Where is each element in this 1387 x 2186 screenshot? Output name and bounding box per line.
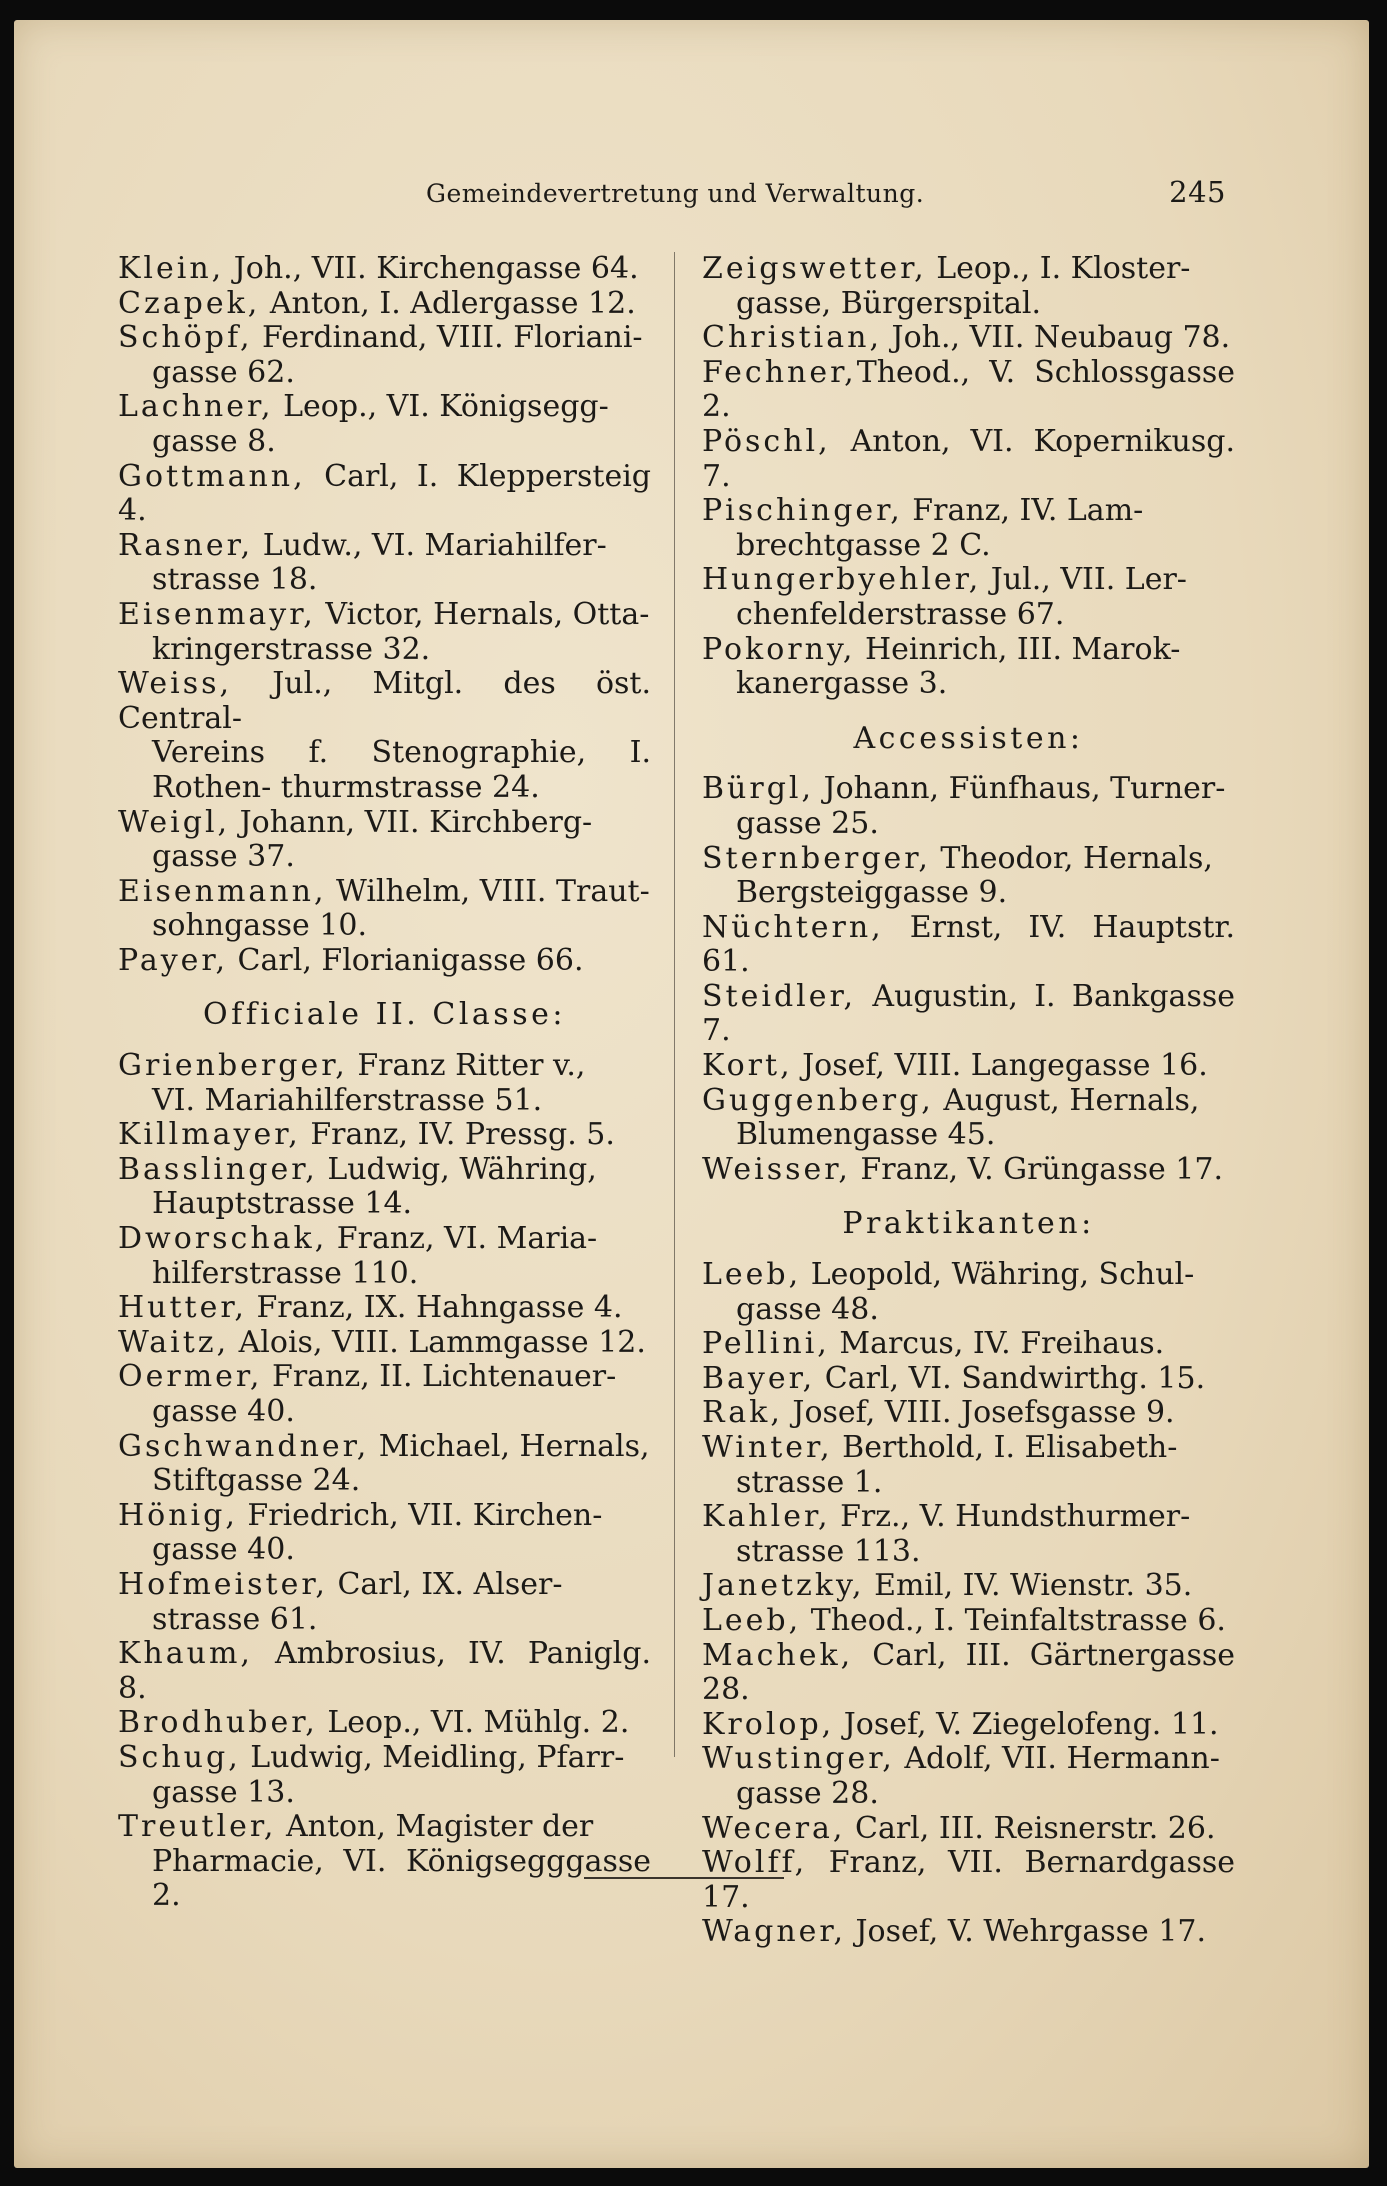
entry-continuation: gasse 40. [152,1532,295,1568]
directory-entry [702,1153,1235,1188]
directory-entry [702,1742,1235,1811]
entry-details: Anton, Magister der [276,1809,594,1845]
entry-details: Leop., VI. Königsegg- [273,389,609,425]
directory-entry [702,1431,1235,1500]
entry-surname: Kahler, [702,1499,831,1535]
footer-rule [584,1877,784,1879]
entry-details: Carl, VI. Sandwirthg. 15. [815,1360,1206,1396]
directory-entry [702,772,1235,841]
entry-list [702,252,1235,702]
entry-surname: Rasner, [118,527,254,563]
directory-entry [118,1326,651,1361]
entry-details: Franz, IV. Pressg. 5. [300,1117,615,1153]
section-heading-accessisten: Accessisten: [853,720,1084,756]
entry-continuation: strasse 1. [736,1464,883,1500]
entry-surname: Guggenberg, [702,1082,934,1118]
entry-continuation: gasse 8. [152,423,276,459]
entry-list [702,772,1235,1187]
entry-surname: Dworschak, [118,1221,328,1257]
right-column [702,252,1235,1950]
entry-continuation: brechtgasse 2 C. [736,527,991,563]
entry-details: Friedrich, VII. Kirchen- [237,1497,603,1533]
directory-entry [702,425,1235,494]
entry-details: Alois, VIII. Lammgasse 12. [229,1324,646,1360]
entry-details: Joh., VII. Kirchengasse 64. [224,251,639,286]
entry-details: Josef, V. Wehrgasse 17. [845,1914,1207,1950]
directory-entry [118,1291,651,1326]
entry-details: Anton, I. Adlergasse 12. [260,285,636,321]
entry-details: Leopold, Währing, Schul- [801,1257,1195,1293]
directory-entry [118,1706,651,1741]
entry-details: Theodor, Hernals, [930,840,1213,876]
directory-entry [118,460,651,529]
entry-continuation: Pharmacie, VI. Königsegggasse 2. [152,1843,651,1914]
entry-surname: Schöpf, [118,320,253,356]
directory-entry [118,875,651,944]
entry-details: Wilhelm, VIII. Traut- [326,873,650,909]
entry-continuation: strasse 61. [152,1601,318,1637]
entry-continuation: strasse 113. [736,1533,921,1569]
entry-surname: Payer, [118,942,229,978]
entry-surname: Eisenmann, [118,873,327,909]
entry-continuation: Bergsteiggasse 9. [736,875,1008,911]
directory-entry [118,287,651,322]
entry-details: Theod., V. Schlossgasse 2. [702,354,1235,425]
directory-entry [702,1327,1235,1362]
entry-continuation: gasse 48. [736,1291,879,1327]
entry-surname: Nüchtern, [702,909,884,945]
directory-entry [118,944,651,979]
column-divider [674,252,675,1757]
directory-entry [118,1568,651,1637]
entry-surname: Wolff, [702,1845,808,1881]
entry-surname: Bürgl, [702,771,815,807]
entry-details: Anton, VI. Kopernikusg. 7. [702,423,1235,494]
directory-entry [118,1153,651,1222]
entry-surname: Czapek, [118,285,261,321]
entry-details: Josef, VIII. Langegasse 16. [792,1048,1208,1084]
directory-entry [702,563,1235,632]
entry-continuation: Hauptstrasse 14. [152,1186,413,1222]
entry-surname: Brodhuber, [118,1705,318,1741]
directory-entry [702,1708,1235,1743]
entry-surname: Rak, [702,1395,783,1431]
directory-entry [702,980,1235,1049]
page-number: 245 [1169,175,1226,209]
entry-surname: Eisenmayr, [118,596,316,632]
directory-entry [118,1637,651,1706]
entry-details: Augustin, I. Bankgasse 7. [702,978,1235,1049]
entry-details: Marcus, IV. Freihaus. [829,1326,1165,1362]
directory-entry [118,667,651,805]
entry-surname: Pischinger, [702,493,903,529]
entry-details: Carl, III. Gärtnergasse 28. [702,1637,1235,1708]
entry-details: Franz, IV. Lam- [902,493,1144,529]
section-heading-officiale: Officiale II. Classe: [203,997,566,1033]
entry-details: Carl, III. Reisnerstr. 26. [845,1810,1216,1846]
entry-surname: Pokorny, [702,631,856,667]
directory-entry [702,321,1235,356]
entry-surname: Machek, [702,1637,854,1673]
directory-entry [702,911,1235,980]
directory-entry [702,252,1235,321]
directory-entry [702,1846,1235,1915]
directory-entry [118,1741,651,1810]
entry-continuation: gasse 62. [152,354,295,390]
entry-surname: Leeb, [702,1257,802,1293]
directory-entry [702,356,1235,425]
entry-continuation: kringerstrasse 32. [152,631,431,667]
entry-surname: Grienberger, [118,1048,348,1084]
entry-details: Johann, Fünfhaus, Turner- [814,771,1226,807]
directory-entry [702,1362,1235,1397]
entry-continuation: sohngasse 10. [152,908,367,944]
entry-surname: Bayer, [702,1360,816,1396]
entry-surname: Steidler, [702,978,857,1014]
entry-details: August, Hernals, [933,1082,1200,1118]
entry-details: Josef, V. Ziegelofeng. 11. [834,1706,1219,1742]
directory-entry [702,1569,1235,1604]
directory-entry [118,1049,651,1118]
entry-surname: Hutter, [118,1290,247,1326]
entry-surname: Christian, [702,320,882,356]
entry-details: Franz, VI. Maria- [327,1221,598,1257]
entry-details: Leop., VI. Mühlg. 2. [317,1705,630,1741]
directory-entry [702,1258,1235,1327]
entry-surname: Wecera, [702,1810,846,1846]
entry-details: Victor, Hernals, Otta- [315,596,650,632]
directory-entry [118,1810,651,1914]
entry-details: Ludwig, Währing, [317,1151,597,1187]
entry-surname: Oermer, [118,1359,263,1395]
entry-details: Ludw., VI. Mariahilfer- [253,527,607,563]
entry-surname: Kort, [702,1048,793,1084]
entry-surname: Treutler, [118,1809,277,1845]
directory-entry [118,1499,651,1568]
entry-surname: Wagner, [702,1914,846,1950]
entry-surname: Gschwandner, [118,1428,370,1464]
entry-surname: Fechner, [702,354,857,390]
entry-surname: Killmayer, [118,1117,301,1153]
directory-entry [702,842,1235,911]
directory-entry [118,1430,651,1499]
directory-entry [702,1500,1235,1569]
entry-continuation: kanergasse 3. [736,666,948,702]
entry-details: Carl, I. Kleppersteig 4. [118,458,651,529]
left-column [118,252,651,1914]
directory-entry [118,598,651,667]
directory-entry [118,321,651,390]
directory-entry [118,1118,651,1153]
directory-entry [702,633,1235,702]
page-header [426,175,1226,209]
entry-surname: Pöschl, [702,423,831,459]
directory-entry [702,1396,1235,1431]
entry-details: Franz, V. Grüngasse 17. [850,1151,1223,1187]
entry-surname: Weigl, [118,804,231,840]
document-page [14,20,1369,2168]
entry-surname: Waitz, [118,1324,230,1360]
entry-details: Heinrich, III. Marok- [855,631,1181,667]
entry-continuation: chenfelderstrasse 67. [736,596,1065,632]
entry-continuation: gasse, Bürgerspital. [736,285,1041,321]
entry-surname: Pellini, [702,1326,830,1362]
entry-continuation: Blumengasse 45. [736,1117,996,1153]
entry-continuation: gasse 13. [152,1774,295,1810]
entry-details: Joh., VII. Neubaug 78. [882,320,1231,356]
directory-entry [702,1084,1235,1153]
entry-continuation: hilferstrasse 110. [152,1255,419,1291]
directory-entry [118,529,651,598]
entry-surname: Janetzky, [702,1568,865,1604]
entry-details: Ernst, IV. Hauptstr. 61. [702,909,1235,980]
entry-details: Carl, IX. Alser- [327,1566,563,1602]
entry-details: Leop., I. Kloster- [926,251,1191,286]
entry-details: Franz Ritter v., [347,1048,586,1084]
entry-continuation: gasse 40. [152,1394,295,1429]
entry-surname: Hungerbyehler, [702,562,982,598]
entry-list [702,1258,1235,1950]
entry-details: Ferdinand, VIII. Floriani- [252,320,643,356]
directory-entry [118,390,651,459]
directory-entry [702,1639,1235,1708]
entry-details: Ambrosius, IV. Paniglg. 8. [118,1636,651,1706]
entry-details: Ludwig, Meidling, Pfarr- [240,1739,625,1775]
entry-continuation: gasse 37. [152,839,295,875]
entry-details: Josef, VIII. Josefsgasse 9. [782,1395,1175,1431]
directory-entry [702,1812,1235,1847]
directory-entry [702,1604,1235,1639]
directory-entry [702,494,1235,563]
entry-surname: Khaum, [118,1636,253,1672]
entry-surname: Klein, [118,251,225,286]
entry-surname: Weiss, [118,666,233,702]
directory-entry [118,1222,651,1291]
entry-details: Franz, II. Lichtenauer- [262,1359,617,1395]
entry-continuation: VI. Mariahilferstrasse 51. [152,1082,543,1118]
entry-surname: Winter, [702,1430,833,1465]
entry-details: Adolf, VII. Hermann- [894,1741,1220,1777]
entry-surname: Basslinger, [118,1151,318,1187]
directory-entry [118,806,651,875]
entry-surname: Weisser, [702,1151,851,1187]
entry-details: Johann, VII. Kirchberg- [230,804,593,840]
entry-surname: Lachner, [118,389,274,425]
entry-details: Emil, IV. Wienstr. 35. [864,1568,1193,1604]
directory-entry [118,252,651,287]
entry-details: Frz., V. Hundsthurmer- [830,1499,1191,1535]
entry-surname: Hofmeister, [118,1566,328,1602]
entry-list [118,1049,651,1914]
directory-entry [702,1049,1235,1084]
entry-continuation: gasse 25. [736,805,879,841]
entry-surname: Wustinger, [702,1741,895,1777]
entry-details: Berthold, I. Elisabeth- [832,1430,1178,1465]
entry-details: Jul., Mitgl. des öst. Central- [118,666,651,736]
entry-details: Theod., I. Teinfaltstrasse 6. [801,1602,1226,1638]
entry-continuation: gasse 28. [736,1775,879,1811]
entry-details: Michael, Hernals, [369,1428,650,1464]
entry-surname: Leeb, [702,1602,802,1638]
entry-list [118,252,651,978]
section-heading-praktikanten: Praktikanten: [842,1206,1095,1242]
entry-surname: Gottmann, [118,458,306,494]
entry-continuation: Stiftgasse 24. [152,1463,361,1499]
directory-entry [702,1915,1235,1950]
entry-continuation: Vereins f. Stenographie, I. Rothen- thurmstrasse 24. [152,735,651,805]
directory-entry [118,1360,651,1429]
entry-details: Carl, Florianigasse 66. [228,942,584,978]
entry-continuation: strasse 18. [152,562,318,598]
entry-surname: Zeigswetter, [702,251,927,286]
running-title: Gemeindevertretung und Verwaltung. [426,179,925,208]
entry-surname: Sternberger, [702,840,931,876]
entry-surname: Krolop, [702,1706,835,1742]
entry-surname: Schug, [118,1739,241,1775]
entry-details: Jul., VII. Ler- [981,562,1187,598]
entry-details: Franz, VII. Bernardgasse 17. [702,1845,1235,1915]
entry-details: Franz, IX. Hahngasse 4. [246,1290,623,1326]
entry-surname: Hönig, [118,1497,238,1533]
